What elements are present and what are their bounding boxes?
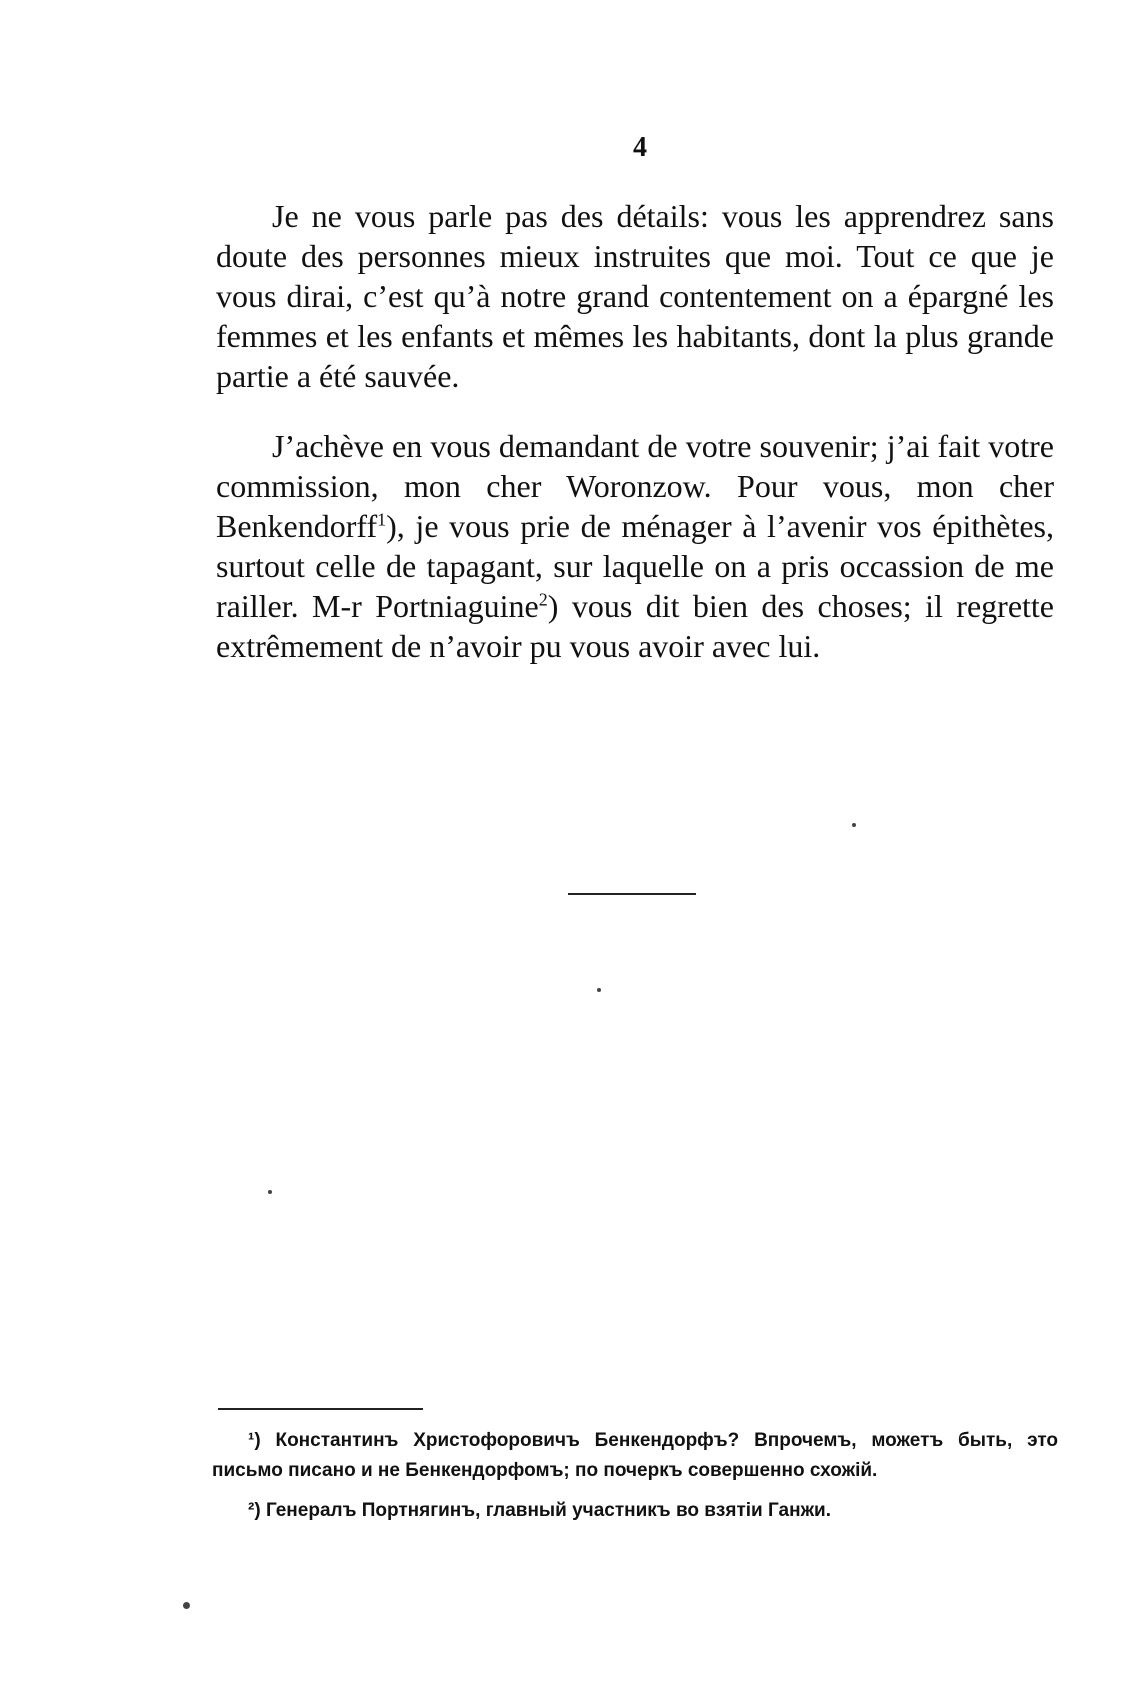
- footnote-ref-2: 2: [538, 589, 548, 610]
- main-text: [216, 196, 1054, 666]
- paragraph-2-part-c: ) vous dit bien des choses; il regrette extrêmement de n’avoir pu vous avoir avec lui.: [216, 588, 1055, 664]
- speck-mark: [183, 1602, 190, 1609]
- page-number: 4: [633, 132, 647, 163]
- speck-mark: [597, 988, 601, 992]
- footnote-divider: [218, 1408, 423, 1410]
- paragraph-2-part-b: ), je vous prie de ménager à l’avenir vos épithètes, surtout celle de tapagant, sur laquelle on a pris occassion de me railler. M-r Portniaguine: [216, 508, 1054, 624]
- speck-mark: [268, 1190, 272, 1194]
- paragraph-1: Je ne vous parle pas des détails: vous les apprendrez sans doute des personnes mieux instruites que moi. Tout ce que je vous dirai, c’est qu’à notre grand contentement on a épargné les femmes et les enfants et mêmes les habitants, dont la plus grande partie a été sauvée.: [216, 198, 1054, 394]
- footnote-2-text: Генералъ Портнягинъ, главный участникъ во взятіи Ганжи.: [265, 1500, 832, 1521]
- footnote-ref-1: 1: [377, 509, 387, 530]
- footnotes: [212, 1426, 1058, 1526]
- paragraph-2-part-a: J’achève en vous demandant de votre souvenir; j’ai fait votre commission, mon cher Woronzow. Pour vous, mon cher Benkendorff: [216, 428, 1054, 544]
- footnote-2: [212, 1496, 1058, 1526]
- footnote-1-text: Константинъ Христофоровичъ Бенкендорфъ? Впрочемъ, можетъ быть, это письмо писано и не Бенкендорфомъ; по почеркъ совершенно схожій.: [212, 1430, 1058, 1481]
- section-divider: [568, 893, 696, 895]
- footnote-2-marker: ²): [248, 1500, 261, 1521]
- speck-mark: [852, 823, 856, 827]
- footnote-1: [212, 1426, 1058, 1486]
- footnote-1-marker: ¹): [248, 1430, 261, 1451]
- paragraph-2: [216, 426, 1054, 666]
